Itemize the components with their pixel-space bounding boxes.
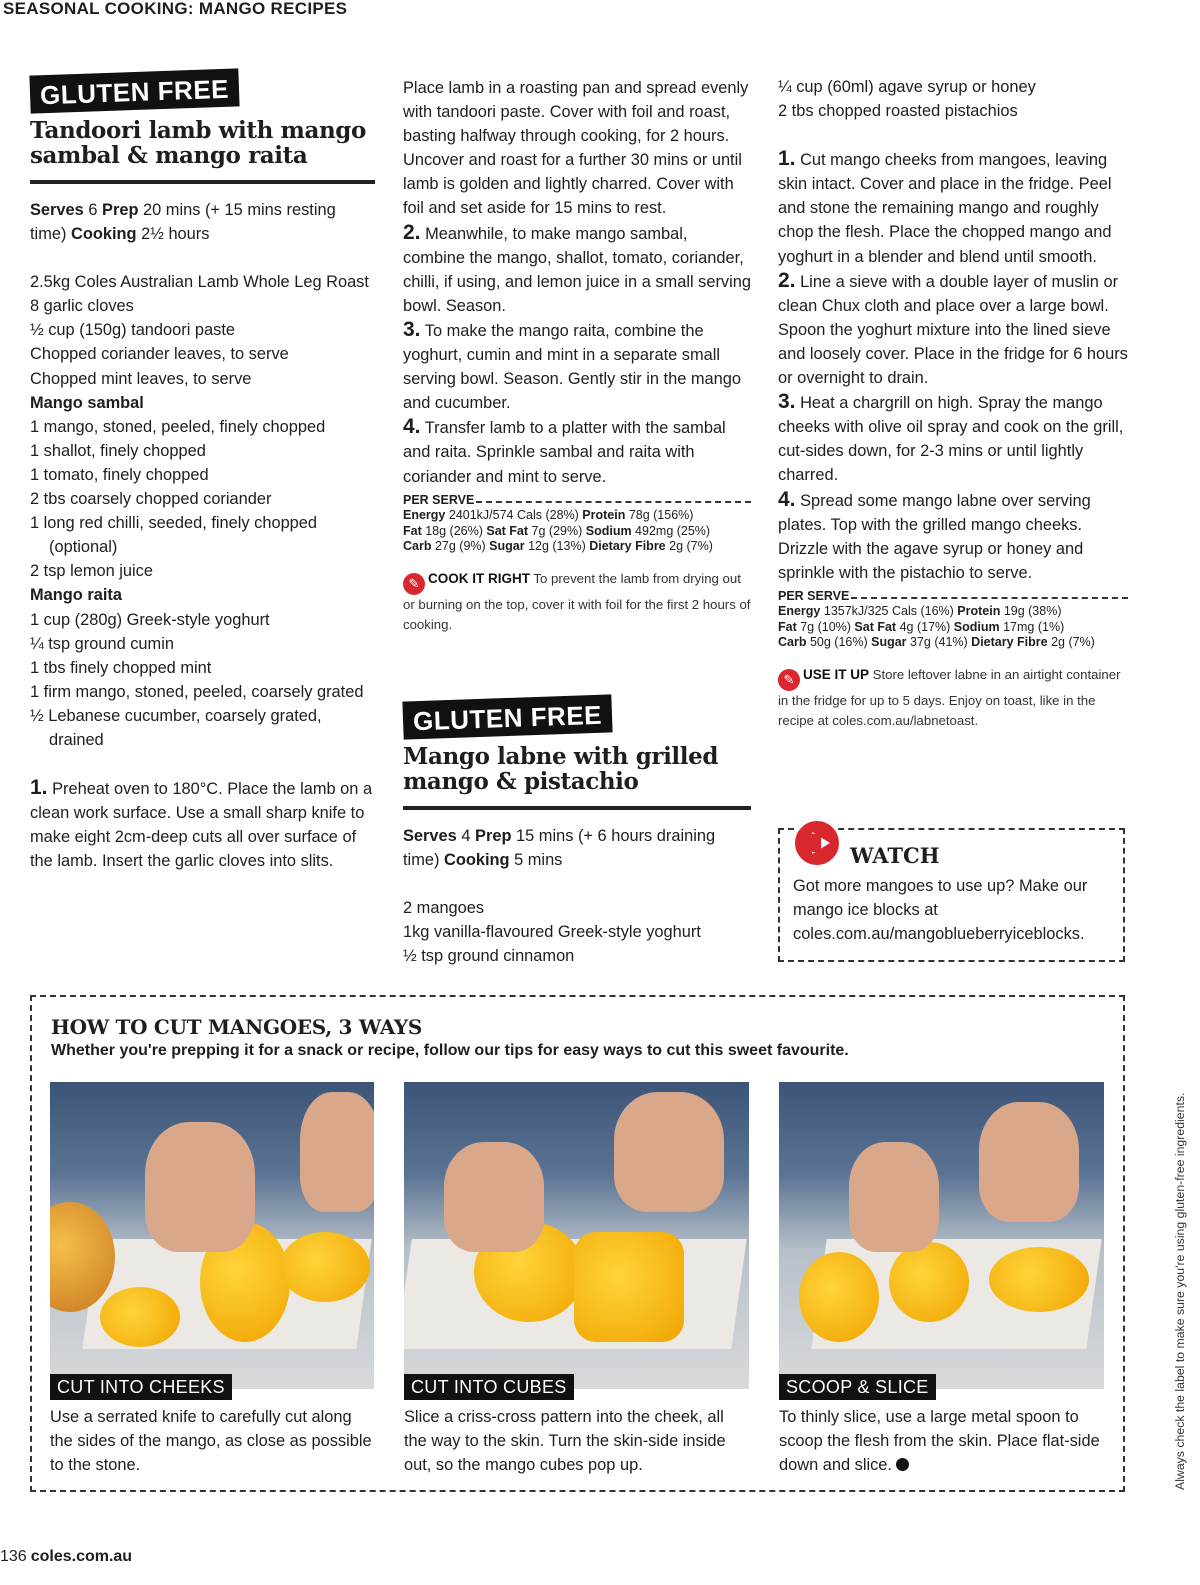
how-to-cut-box (30, 995, 1125, 1492)
method-step: Place lamb in a roasting pan and spread evenly with tandoori paste. Cover with foil and roast, basting halfway through cooking, for 2 hours. Uncover and roast for a further 30 mins or until lamb is golden and lightly charred. Cover with foil and set aside for 15 mins to rest. (403, 79, 749, 218)
ingredient-item: 1 cup (280g) Greek-style yoghurt (30, 610, 270, 629)
card-label: CUT INTO CHEEKS (50, 1374, 232, 1400)
method-step: 2. Meanwhile, to make mango sambal, combine the mango, shallot, tomato, coriander, chilli, if using, and lemon juice in a small serving bowl. Season. (403, 220, 752, 315)
card-label: CUT INTO CUBES (404, 1374, 574, 1400)
ingredient-item: 1 tbs finely chopped mint (30, 658, 212, 677)
ingredient-item: 1kg vanilla-flavoured Greek-style yoghurt (403, 923, 701, 942)
ingredient-item: 1 tomato, finely chopped (30, 465, 209, 484)
ingredient-item: 2 tbs chopped roasted pistachios (778, 102, 1018, 121)
method-step: 3. To make the mango raita, combine the yoghurt, cumin and mint in a separate small serving bowl. Season. Gently stir in the mango and cucumber. (403, 317, 742, 413)
ingredient-item: ¼ tsp ground cumin (30, 634, 174, 653)
ingredient-subheading: Mango raita (30, 586, 122, 605)
ingredient-item: ¼ cup (60ml) agave syrup or honey (778, 78, 1036, 96)
method-step: 1. Cut mango cheeks from mangoes, leaving skin intact. Cover and place in the fridge. Peel and stone the remaining mango and roughly chop the flesh. Place the chopped mango and yoghurt in a blender and blend until smooth. (778, 147, 1112, 266)
recipe-title: Tandoori lamb with mango sambal & mango raita (30, 117, 366, 169)
divider (403, 806, 751, 810)
ingredient-item: Chopped coriander leaves, to serve (30, 345, 289, 364)
gluten-free-badge: GLUTEN FREE (402, 694, 612, 739)
section-header: SEASONAL COOKING: MANGO RECIPES (3, 0, 348, 18)
nutrition-row: Energy 1357kJ/325 Cals (16%) Protein 19g (38%) (778, 604, 1062, 619)
end-mark-icon (896, 1458, 909, 1471)
nutrition-row: Fat 7g (10%) Sat Fat 4g (17%) Sodium 17mg (1%) (778, 619, 1065, 634)
website-link[interactable]: coles.com.au (30, 1548, 133, 1565)
ingredient-list (778, 75, 1128, 123)
ingredient-item: ½ cup (150g) tandoori paste (30, 321, 236, 340)
ingredient-item: Chopped mint leaves, to serve (30, 369, 252, 388)
ingredient-list (30, 270, 375, 752)
method-step: 4. Transfer lamb to a platter with the sambal and raita. Sprinkle sambal and raita with coriander and mint to serve. (403, 415, 726, 486)
ingredient-item: ½ tsp ground cinnamon (403, 947, 575, 966)
method-step: 3. Heat a chargrill on high. Spray the mango cheeks with olive oil spray and cook on the grill, cut-sides down, for 2-3 mins or until lightly charred. (778, 390, 1124, 485)
page-number: 136 (0, 1548, 27, 1565)
card-caption: To thinly slice, use a large metal spoon to scoop the flesh from the skin. Place flat-side down and slice. (779, 1408, 1100, 1475)
per-serve-label: PER SERVE (403, 492, 475, 507)
watch-box[interactable] (778, 828, 1125, 962)
tip-card-cubes (404, 1082, 749, 1477)
watch-text: Got more mangoes to use up? Make our mango ice blocks at coles.com.au/mangoblueberryiceblocks. (793, 877, 1088, 944)
method-steps (30, 776, 375, 873)
leaf-icon: ✎ (403, 573, 425, 595)
method-steps (778, 147, 1128, 585)
ingredient-list (403, 896, 751, 968)
page-footer (0, 1548, 132, 1566)
ingredient-item: 2 mangoes (403, 899, 485, 918)
how-to-title: HOW TO CUT MANGOES, 3 WAYS (51, 1015, 423, 1039)
watch-title: WATCH (850, 843, 940, 868)
nutrition-row: Fat 18g (26%) Sat Fat 7g (29%) Sodium 492mg (25%) (403, 523, 711, 538)
card-caption: Use a serrated knife to carefully cut along the sides of the mango, as close as possible to the stone. (50, 1408, 372, 1475)
mango-cheeks-photo (50, 1082, 374, 1389)
play-icon[interactable] (792, 818, 842, 868)
gluten-free-badge: GLUTEN FREE (29, 68, 239, 113)
nutrition-row: Carb 50g (16%) Sugar 37g (41%) Dietary Fibre 2g (7%) (778, 635, 1095, 650)
method-step: 1. Preheat oven to 180°C. Place the lamb on a clean work surface. Use a small sharp knife to make eight 2cm-deep cuts all over surface of the lamb. Insert the garlic cloves into slits. (30, 776, 373, 871)
cook-it-right-tip: ✎ COOK IT RIGHT To prevent the lamb from drying out or burning on the top, cover it with foil for the first 2 hours of cooking. (403, 570, 751, 632)
method-step: 2. Line a sieve with a double layer of muslin or clean Chux cloth and place over a large bowl. Spoon the yoghurt mixture into the lined sieve and loosely cover. Place in the fridge for 6 hours or overnight to drain. (778, 268, 1128, 388)
card-caption: Slice a criss-cross pattern into the cheek, all the way to the skin. Turn the skin-side inside out, so the mango cubes pop up. (404, 1408, 726, 1475)
mango-slices-photo (779, 1082, 1104, 1389)
recipe1-column (30, 72, 375, 873)
ingredient-subheading: Mango sambal (30, 393, 144, 412)
how-to-subtitle: Whether you're prepping it for a snack or recipe, follow our tips for easy ways to cut this sweet favourite. (51, 1042, 849, 1059)
recipe2-method-column (778, 75, 1128, 731)
recipe1-method-column (403, 75, 751, 635)
ingredient-item: 1 firm mango, stoned, peeled, coarsely grated (30, 682, 364, 701)
ingredient-item: 8 garlic cloves (30, 297, 134, 316)
method-steps (403, 75, 751, 489)
use-it-up-tip: ✎ USE IT UP Store leftover labne in an airtight container in the fridge for up to 5 days. Enjoy on toast, like in the recipe at coles.com.au/labnetoast. (778, 666, 1121, 728)
recipe-meta: Serves 6 Prep 20 mins (+ 15 mins resting time) Cooking 2½ hours (30, 201, 336, 244)
card-label: SCOOP & SLICE (779, 1374, 936, 1400)
recipe2-column (403, 698, 751, 968)
divider (30, 180, 375, 184)
mango-cubes-photo (404, 1082, 749, 1389)
gluten-free-note: Always check the label to make sure you're using gluten-free ingredients. (1173, 1092, 1187, 1490)
recipe-title: Mango labne with grilled mango & pistachio (403, 743, 719, 795)
ingredient-item: 2 tbs coarsely chopped coriander (30, 490, 272, 509)
nutrition-panel (403, 493, 751, 555)
tip-card-cheeks (50, 1082, 374, 1477)
ingredient-item: 2 tsp lemon juice (30, 562, 153, 581)
ingredient-item: 2.5kg Coles Australian Lamb Whole Leg Roast (30, 273, 369, 292)
ingredient-item: 1 long red chilli, seeded, finely chopped (optional) (30, 514, 318, 557)
nutrition-panel (778, 589, 1128, 651)
ingredient-item: 1 mango, stoned, peeled, finely chopped (30, 417, 326, 436)
per-serve-label: PER SERVE (778, 588, 850, 603)
tip-card-scoop (779, 1082, 1104, 1477)
ingredient-item: 1 shallot, finely chopped (30, 441, 206, 460)
nutrition-row: Energy 2401kJ/574 Cals (28%) Protein 78g (156%) (403, 508, 694, 523)
recipe-meta: Serves 4 Prep 15 mins (+ 6 hours draining time) Cooking 5 mins (403, 827, 716, 870)
nutrition-row: Carb 27g (9%) Sugar 12g (13%) Dietary Fibre 2g (7%) (403, 539, 713, 554)
method-step: 4. Spread some mango labne over serving plates. Top with the grilled mango cheeks. Drizzle with the agave syrup or honey and sprinkle with the pistachio to serve. (778, 487, 1091, 582)
leaf-icon: ✎ (778, 669, 800, 691)
ingredient-item: ½ Lebanese cucumber, coarsely grated, drained (30, 706, 322, 749)
